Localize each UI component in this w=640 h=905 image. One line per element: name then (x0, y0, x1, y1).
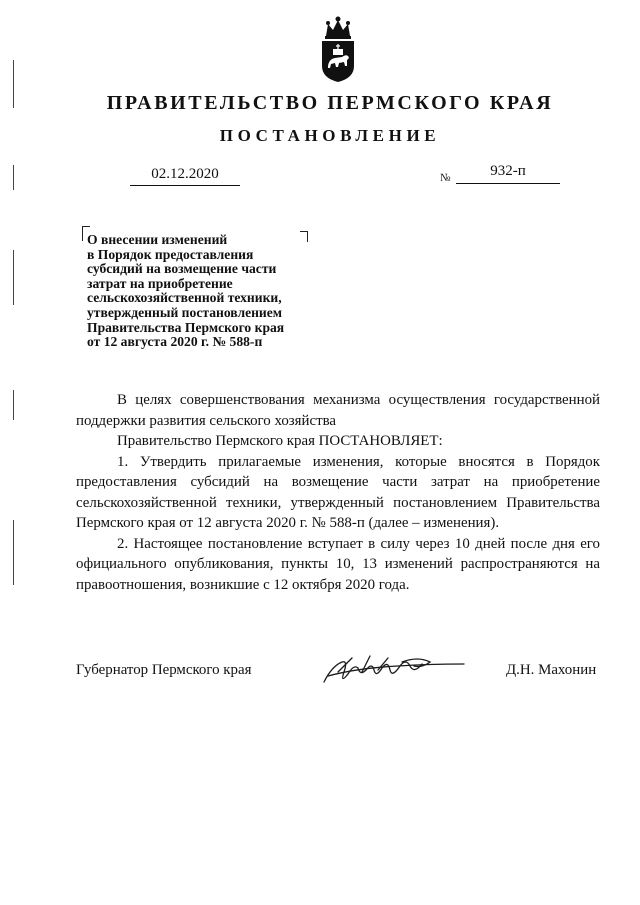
clause-1-paragraph: 1. Утвердить прилагаемые изменения, которые вносятся в Порядок предоставления субсидий на возмещение части затрат на приобретение сельскохозяйственной техники, утвержденный постановлением Правительства Пермского края от 12 августа 2020 г. № 588-п (далее – изменения). (76, 453, 600, 531)
subject-line: от 12 августа 2020 г. № 588-п (87, 334, 263, 350)
scan-margin-mark (13, 165, 14, 190)
preamble-paragraph: В целях совершенствования механизма осуществления государственной поддержки развития сельского хозяйства (76, 392, 600, 429)
perm-krai-coat-of-arms-icon (318, 14, 358, 84)
subject-line: сельскохозяйственной техники, (87, 290, 282, 306)
subject-line: субсидий на возмещение части (87, 261, 277, 277)
signer-name: Д.Н. Махонин (506, 662, 597, 678)
government-title: ПРАВИТЕЛЬСТВО ПЕРМСКОГО КРАЯ (106, 92, 554, 114)
subject-line: утвержденный постановлением (87, 304, 283, 320)
scan-margin-mark (13, 390, 14, 420)
number-sign: № (440, 172, 451, 184)
scan-margin-mark (13, 520, 14, 585)
resolution-paragraph: Правительство Пермского края ПОСТАНОВЛЯЕТ: (117, 433, 443, 449)
document-subject (87, 233, 327, 350)
clause-2-paragraph: 2. Настоящее постановление вступает в силу через 10 дней после дня его официального опубликования, пункты 10, 13 изменений распространяются на правоотношения, возникшие с 12 октября 2020 года. (76, 535, 600, 593)
document-number: 932-п (456, 163, 560, 184)
signer-position: Губернатор Пермского края (76, 662, 252, 678)
document-type: ПОСТАНОВЛЕНИЕ (219, 126, 441, 145)
subject-line: затрат на приобретение (87, 275, 233, 291)
handwritten-signature-icon (318, 652, 468, 688)
subject-line: в Порядок предоставления (87, 246, 254, 262)
document-body (76, 390, 600, 595)
subject-line: О внесении изменений (87, 232, 228, 247)
subject-line: Правительства Пермского края (87, 319, 285, 335)
scan-margin-mark (13, 250, 14, 305)
document-date: 02.12.2020 (130, 166, 240, 186)
